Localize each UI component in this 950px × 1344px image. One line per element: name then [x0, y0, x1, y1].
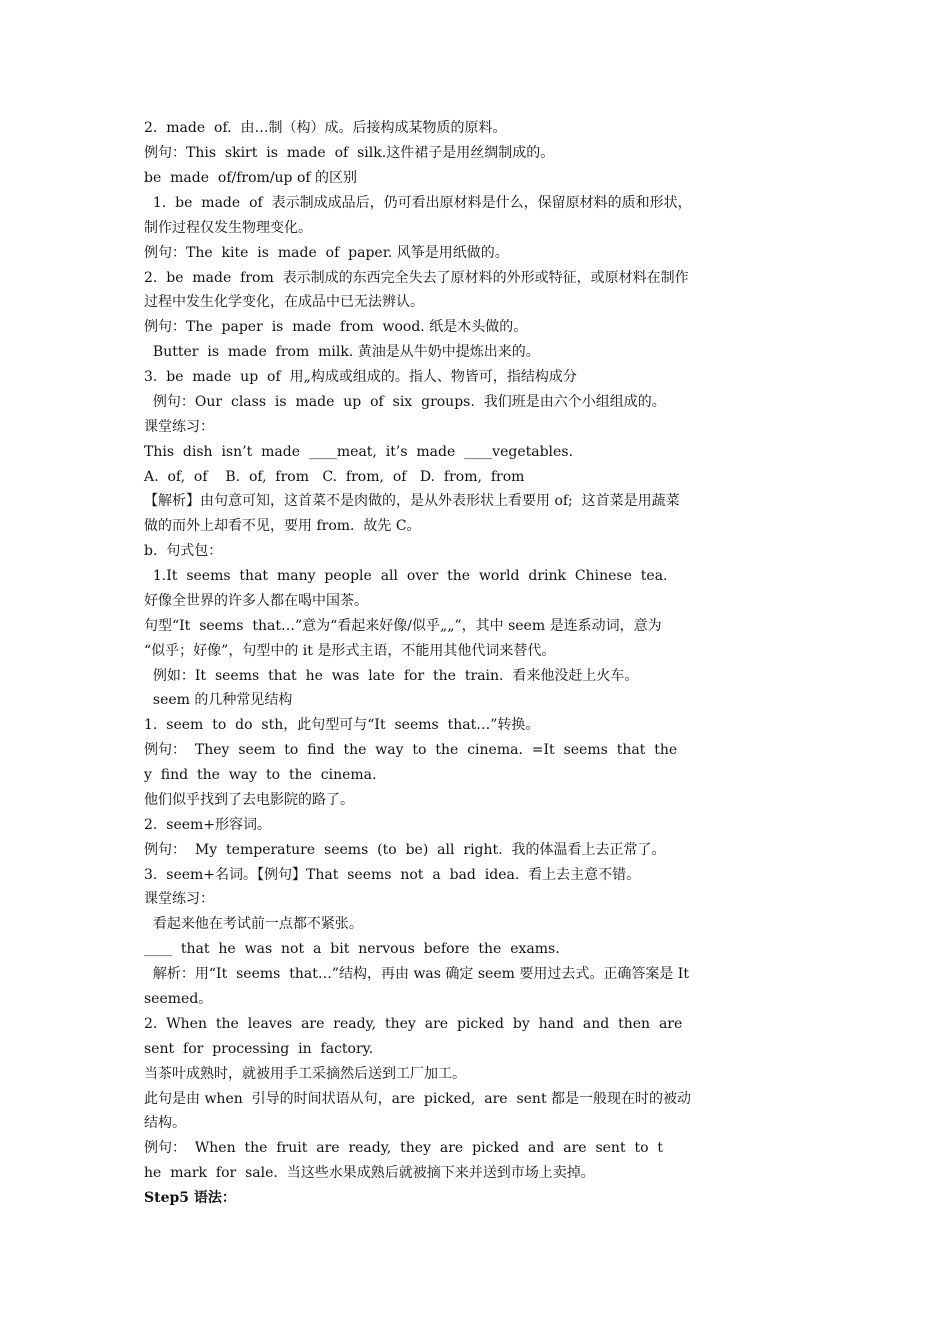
text-line: 2. seem+形容词。 — [144, 817, 272, 833]
text-line: 2. made of. 由…制（构）成。后接构成某物质的原料。 — [144, 120, 507, 136]
text-line: 此句是由 when 引导的时间状语从句，are picked, are sent 都是一般现在时的被动 — [144, 1091, 692, 1107]
text-line: 例句： My temperature seems (to be) all right. 我的体温看上去正常了。 — [144, 842, 666, 858]
text-line: 当茶叶成熟时，就被用手工采摘然后送到工厂加工。 — [144, 1066, 466, 1082]
text-line: sent for processing in factory. — [144, 1041, 374, 1057]
text-line: y find the way to the cinema. — [144, 767, 377, 783]
text-line: 例句：The kite is made of paper. 风筝是用纸做的。 — [144, 245, 509, 261]
text-line: 例句： They seem to find the way to the cinema. =It seems that the — [144, 742, 678, 758]
text-line: 句型“It seems that…”意为“看起来好像/似乎„„”，其中 seem 是连系动词，意为 — [144, 618, 662, 634]
text-line: 他们似乎找到了去电影院的路了。 — [144, 792, 354, 808]
text-line: 例句：The paper is made from wood. 纸是木头做的。 — [144, 319, 528, 335]
text-line: 课堂练习： — [144, 891, 214, 907]
text-line: 2. be made from 表示制成的东西完全失去了原材料的外形或特征，或原材料在制作 — [144, 270, 689, 286]
text-line: b. 句式包： — [144, 543, 223, 559]
text-line: seem 的几种常见结构 — [144, 692, 293, 708]
text-line: 例句： When the fruit are ready, they are picked and are sent to t — [144, 1140, 664, 1156]
text-line: 例句：This skirt is made of silk.这件裙子是用丝绸制成的。 — [144, 145, 555, 161]
text-line: 课堂练习： — [144, 419, 214, 435]
text-line: 1. be made of 表示制成成品后，仍可看出原材料是什么，保留原材料的质和形状， — [144, 195, 692, 211]
section-heading: Step5 语法： — [144, 1190, 236, 1206]
text-line: 结构。 — [144, 1115, 186, 1131]
text-line: This dish isn’t made ____meat, it’s made ____vegetables. — [144, 444, 573, 460]
text-line: A. of, of B. of, from C. from, of D. from, from — [144, 469, 525, 485]
text-line: seemed。 — [144, 991, 213, 1007]
text-line: 制作过程仅发生物理变化。 — [144, 220, 312, 236]
text-line: 好像全世界的许多人都在喝中国茶。 — [144, 593, 368, 609]
text-line: 做的而外上却看不见，要用 from. 故先 C。 — [144, 518, 421, 534]
text-line: “似乎；好像”，句型中的 it 是形式主语，不能用其他代词来替代。 — [144, 643, 556, 659]
text-line: ____ that he was not a bit nervous before the exams. — [144, 941, 560, 957]
text-line: be made of/from/up of 的区别 — [144, 170, 358, 186]
text-line: 看起来他在考试前一点都不紧张。 — [144, 916, 363, 932]
text-line: 1.It seems that many people all over the world drink Chinese tea. — [144, 568, 668, 584]
text-line: 【解析】由句意可知，这首菜不是肉做的，是从外表形状上看要用 of; 这首菜是用蔬菜 — [144, 493, 680, 509]
text-line: 3. be made up of 用„构成或组成的。指人、物皆可，指结构成分 — [144, 369, 577, 385]
text-line: Butter is made from milk. 黄油是从牛奶中提炼出来的。 — [144, 344, 540, 360]
text-line: 解析：用“It seems that…”结构，再由 was 确定 seem 要用过去式。正确答案是 It — [144, 966, 689, 982]
text-line: 1. seem to do sth，此句型可与“It seems that…”转换。 — [144, 717, 540, 733]
text-line: 例如：It seems that he was late for the train. 看来他没赶上火车。 — [144, 668, 639, 684]
text-line: 例句：Our class is made up of six groups. 我们班是由六个小组组成的。 — [144, 394, 666, 410]
text-line: 2. When the leaves are ready, they are picked by hand and then are — [144, 1016, 683, 1032]
text-line: 3. seem+名词。【例句】That seems not a bad idea. 看上去主意不错。 — [144, 867, 641, 883]
text-line: he mark for sale. 当这些水果成熟后就被摘下来并送到市场上卖掉。 — [144, 1165, 595, 1181]
text-line: 过程中发生化学变化，在成品中已无法辨认。 — [144, 294, 424, 310]
